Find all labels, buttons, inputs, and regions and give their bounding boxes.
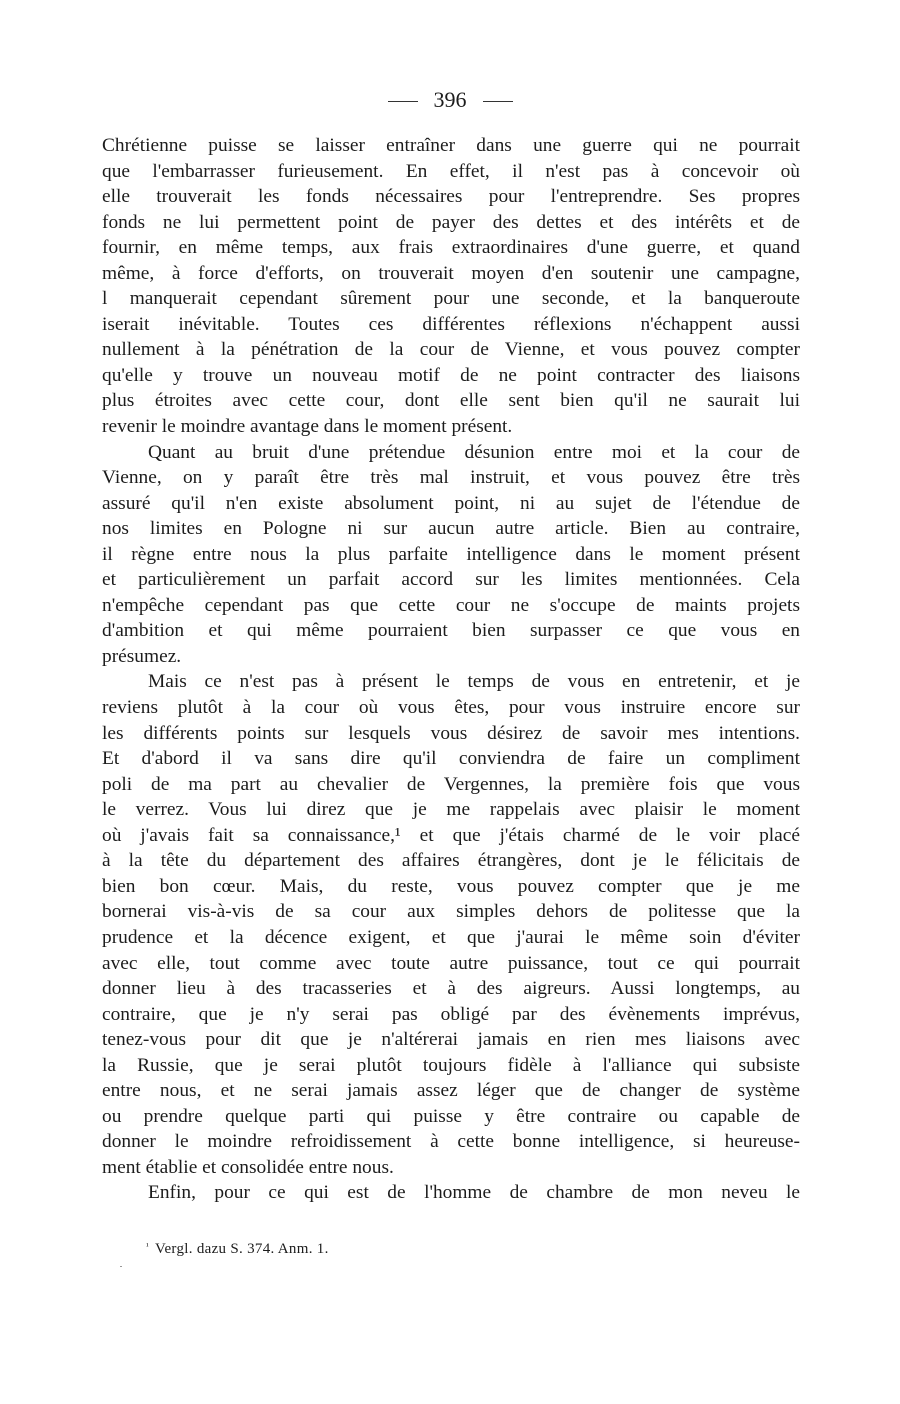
text-line: bornerai vis-à-vis de sa cour aux simples dehors de politesse que la: [102, 901, 800, 923]
text-line: où j'avais fait sa connaissance,¹ et que j'étais charmé de le voir placé: [102, 824, 800, 846]
text-line: nullement à la pénétration de la cour de Vienne, et vous pouvez compter: [102, 339, 800, 361]
text-line: Mais ce n'est pas à présent le temps de vous en entretenir, et je: [148, 671, 800, 693]
text-line: plus étroites avec cette cour, dont elle sent bien qu'il ne saurait lui: [102, 390, 800, 412]
text-line: Chrétienne puisse se laisser entraîner dans une guerre qui ne pourrait: [102, 135, 800, 156]
text-line: et particulièrement un parfait accord sur les limites mentionnées. Cela: [102, 569, 800, 591]
page-header: [0, 87, 900, 113]
text-line: contraire, que je n'y serai pas obligé par des évènements imprévus,: [102, 1003, 800, 1025]
print-speck: [120, 1266, 122, 1267]
text-line: fournir, en même temps, aux frais extraordinaires d'une guerre, et quand: [102, 237, 800, 259]
text-line: entre nous, et ne serai jamais assez léger que de changer de système: [102, 1080, 800, 1102]
text-line: présumez.: [102, 645, 182, 667]
text-line: elle trouverait les fonds nécessaires pour l'entreprendre. Ses propres: [102, 186, 800, 208]
text-line: fonds ne lui permettent point de payer des dettes et des intérêts et de: [102, 211, 800, 233]
text-line: revenir le moindre avantage dans le moment présent.: [102, 416, 513, 438]
text-line: la Russie, que je serai plutôt toujours fidèle à l'alliance qui subsiste: [102, 1054, 800, 1076]
text-line: tenez-vous pour dit que je n'altérerai jamais en rien mes liaisons avec: [102, 1029, 800, 1051]
text-line: prudence et la décence exigent, et que j'aurai le même soin d'éviter: [102, 926, 800, 948]
text-line: Et d'abord il va sans dire qu'il conviendra de faire un compliment: [102, 748, 800, 770]
text-line: Enfin, pour ce qui est de l'homme de chambre de mon neveu le: [148, 1182, 800, 1204]
text-line: même, à force d'efforts, on trouverait moyen d'en soutenir une campagne,: [102, 262, 800, 284]
text-line: iserait inévitable. Toutes ces différentes réflexions n'échappent aussi: [102, 313, 800, 335]
text-line: ment établie et consolidée entre nous.: [102, 1156, 394, 1178]
page-number: 396: [433, 87, 467, 112]
text-line: il règne entre nous la plus parfaite intelligence dans le moment présent: [102, 543, 800, 565]
text-line: Vienne, on y paraît être très mal instruit, et vous pouvez être très: [102, 467, 800, 489]
text-line: n'empêche cependant pas que cette cour ne s'occupe de maints projets: [102, 594, 800, 616]
footnote-text: Vergl. dazu S. 374. Anm. 1.: [155, 1241, 329, 1257]
text-line: ou prendre quelque parti qui puisse y être contraire ou capable de: [102, 1105, 800, 1127]
text-line: l manquerait cependant sûrement pour une seconde, et la banqueroute: [102, 288, 800, 310]
text-line: le verrez. Vous lui direz que je me rappelais avec plaisir le moment: [102, 799, 800, 821]
body-text: [102, 133, 800, 1206]
footnote: [146, 1236, 329, 1259]
text-line: les différents points sur lesquels vous désirez de savoir mes intentions.: [102, 722, 800, 744]
header-dash-left: [388, 101, 418, 102]
text-line: nos limites en Pologne ni sur aucun autre article. Bien au contraire,: [102, 518, 800, 540]
text-line: à la tête du département des affaires étrangères, dont je le félicitais de: [102, 850, 800, 872]
footnote-marker: ¹: [146, 1241, 149, 1251]
text-line: d'ambition et qui même pourraient bien surpasser ce que vous en: [102, 620, 800, 642]
text-line: que l'embarrasser furieusement. En effet, il n'est pas à concevoir où: [102, 160, 800, 182]
text-line: donner le moindre refroidissement à cette bonne intelligence, si heureuse-: [102, 1131, 800, 1153]
text-line: assuré qu'il n'en existe absolument point, ni au sujet de l'étendue de: [102, 492, 800, 514]
text-line: donner lieu à des tracasseries et à des aigreurs. Aussi longtemps, au: [102, 978, 800, 1000]
text-line: poli de ma part au chevalier de Vergennes, la première fois que vous: [102, 773, 800, 795]
text-line: Quant au bruit d'une prétendue désunion entre moi et la cour de: [148, 441, 800, 463]
text-line: reviens plutôt à la cour où vous êtes, pour vous instruire encore sur: [102, 697, 800, 719]
text-line: bien bon cœur. Mais, du reste, vous pouvez compter que je me: [102, 875, 800, 897]
text-line: qu'elle y trouve un nouveau motif de ne point contracter des liaisons: [102, 364, 800, 386]
header-dash-right: [483, 101, 513, 102]
text-line: avec elle, tout comme avec toute autre puissance, tout ce qui pourrait: [102, 952, 800, 974]
